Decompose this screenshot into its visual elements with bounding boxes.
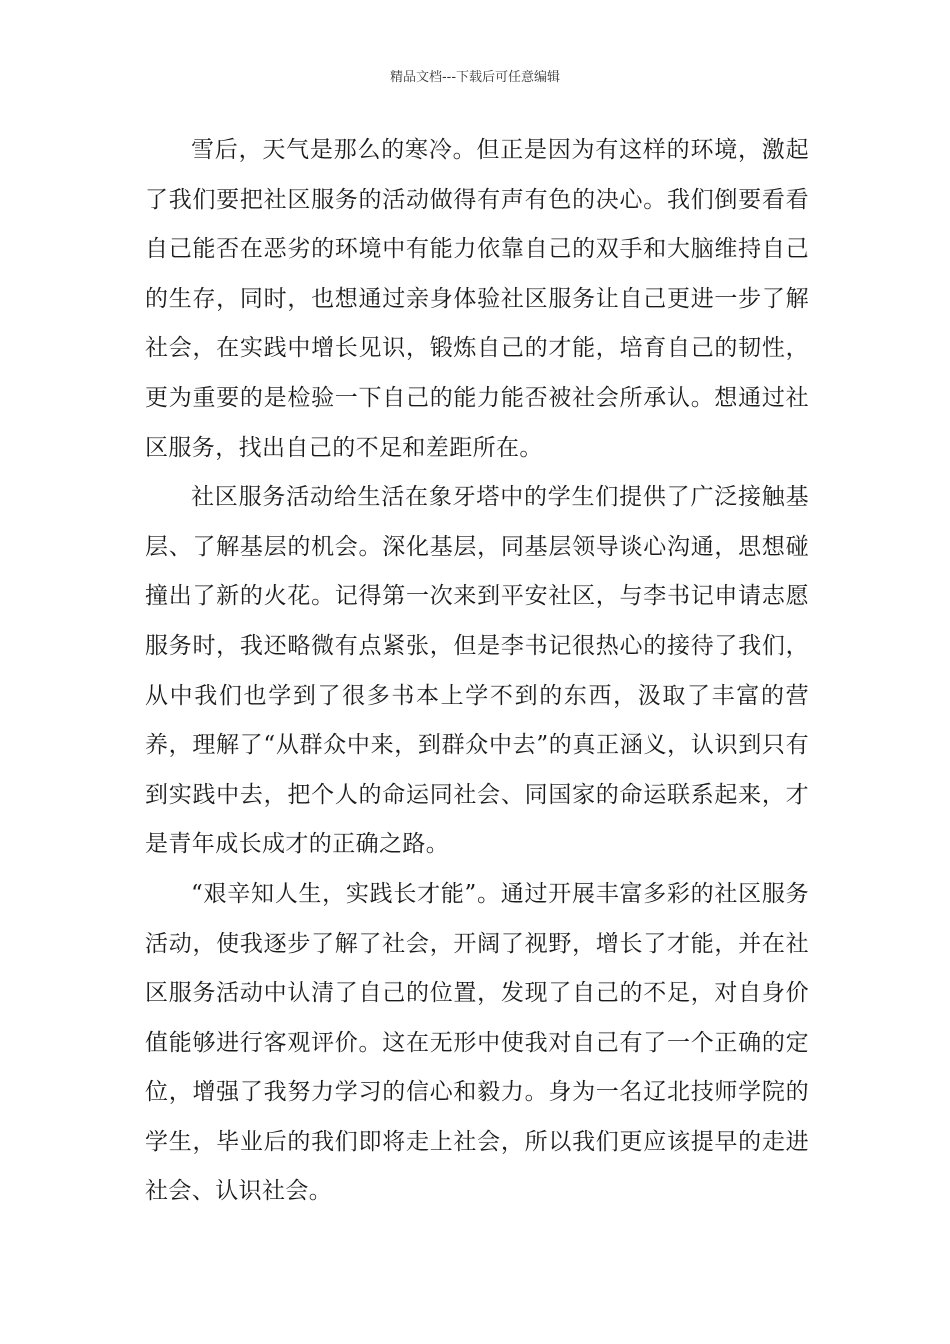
page-header: 精品文档---下载后可任意编辑 [389,70,561,85]
document-body [145,126,809,1217]
paragraph-2: 社区服务活动给生活在象牙塔中的学生们提供了广泛接触基层、了解基层的机会。深化基层，同基层领导谈心沟通，思想碰撞出了新的火花。记得第一次来到平安社区，与李书记申请志愿服务时，我还略微有点紧张，但是李书记很热心的接待了我们，从中我们也学到了很多书本上学不到的东西，汲取了丰富的营养，理解了“从群众中来，到群众中去”的真正涵义，认识到只有到实践中去，把个人的命运同社会、同国家的命运联系起来，才是青年成长成才的正确之路。 [145,484,809,858]
paragraph-1: 雪后，天气是那么的寒冷。但正是因为有这样的环境，激起了我们要把社区服务的活动做得有声有色的决心。我们倒要看看自己能否在恶劣的环境中有能力依靠自己的双手和大脑维持自己的生存，同时，也想通过亲身体验社区服务让自己更进一步了解社会，在实践中增长见识，锻炼自己的才能，培育自己的韧性，更为重要的是检验一下自己的能力能否被社会所承认。想通过社区服务，找出自己的不足和差距所在。 [145,137,809,461]
paragraph-3: “艰辛知人生，实践长才能”。通过开展丰富多彩的社区服务活动，使我逐步了解了社会，开阔了视野，增长了才能，并在社区服务活动中认清了自己的位置，发现了自己的不足，对自身价值能够进行客观评价。这在无形中使我对自己有了一个正确的定位，增强了我努力学习的信心和毅力。身为一名辽北技师学院的学生，毕业后的我们即将走上社会，所以我们更应该提早的走进社会、认识社会。 [145,880,809,1205]
